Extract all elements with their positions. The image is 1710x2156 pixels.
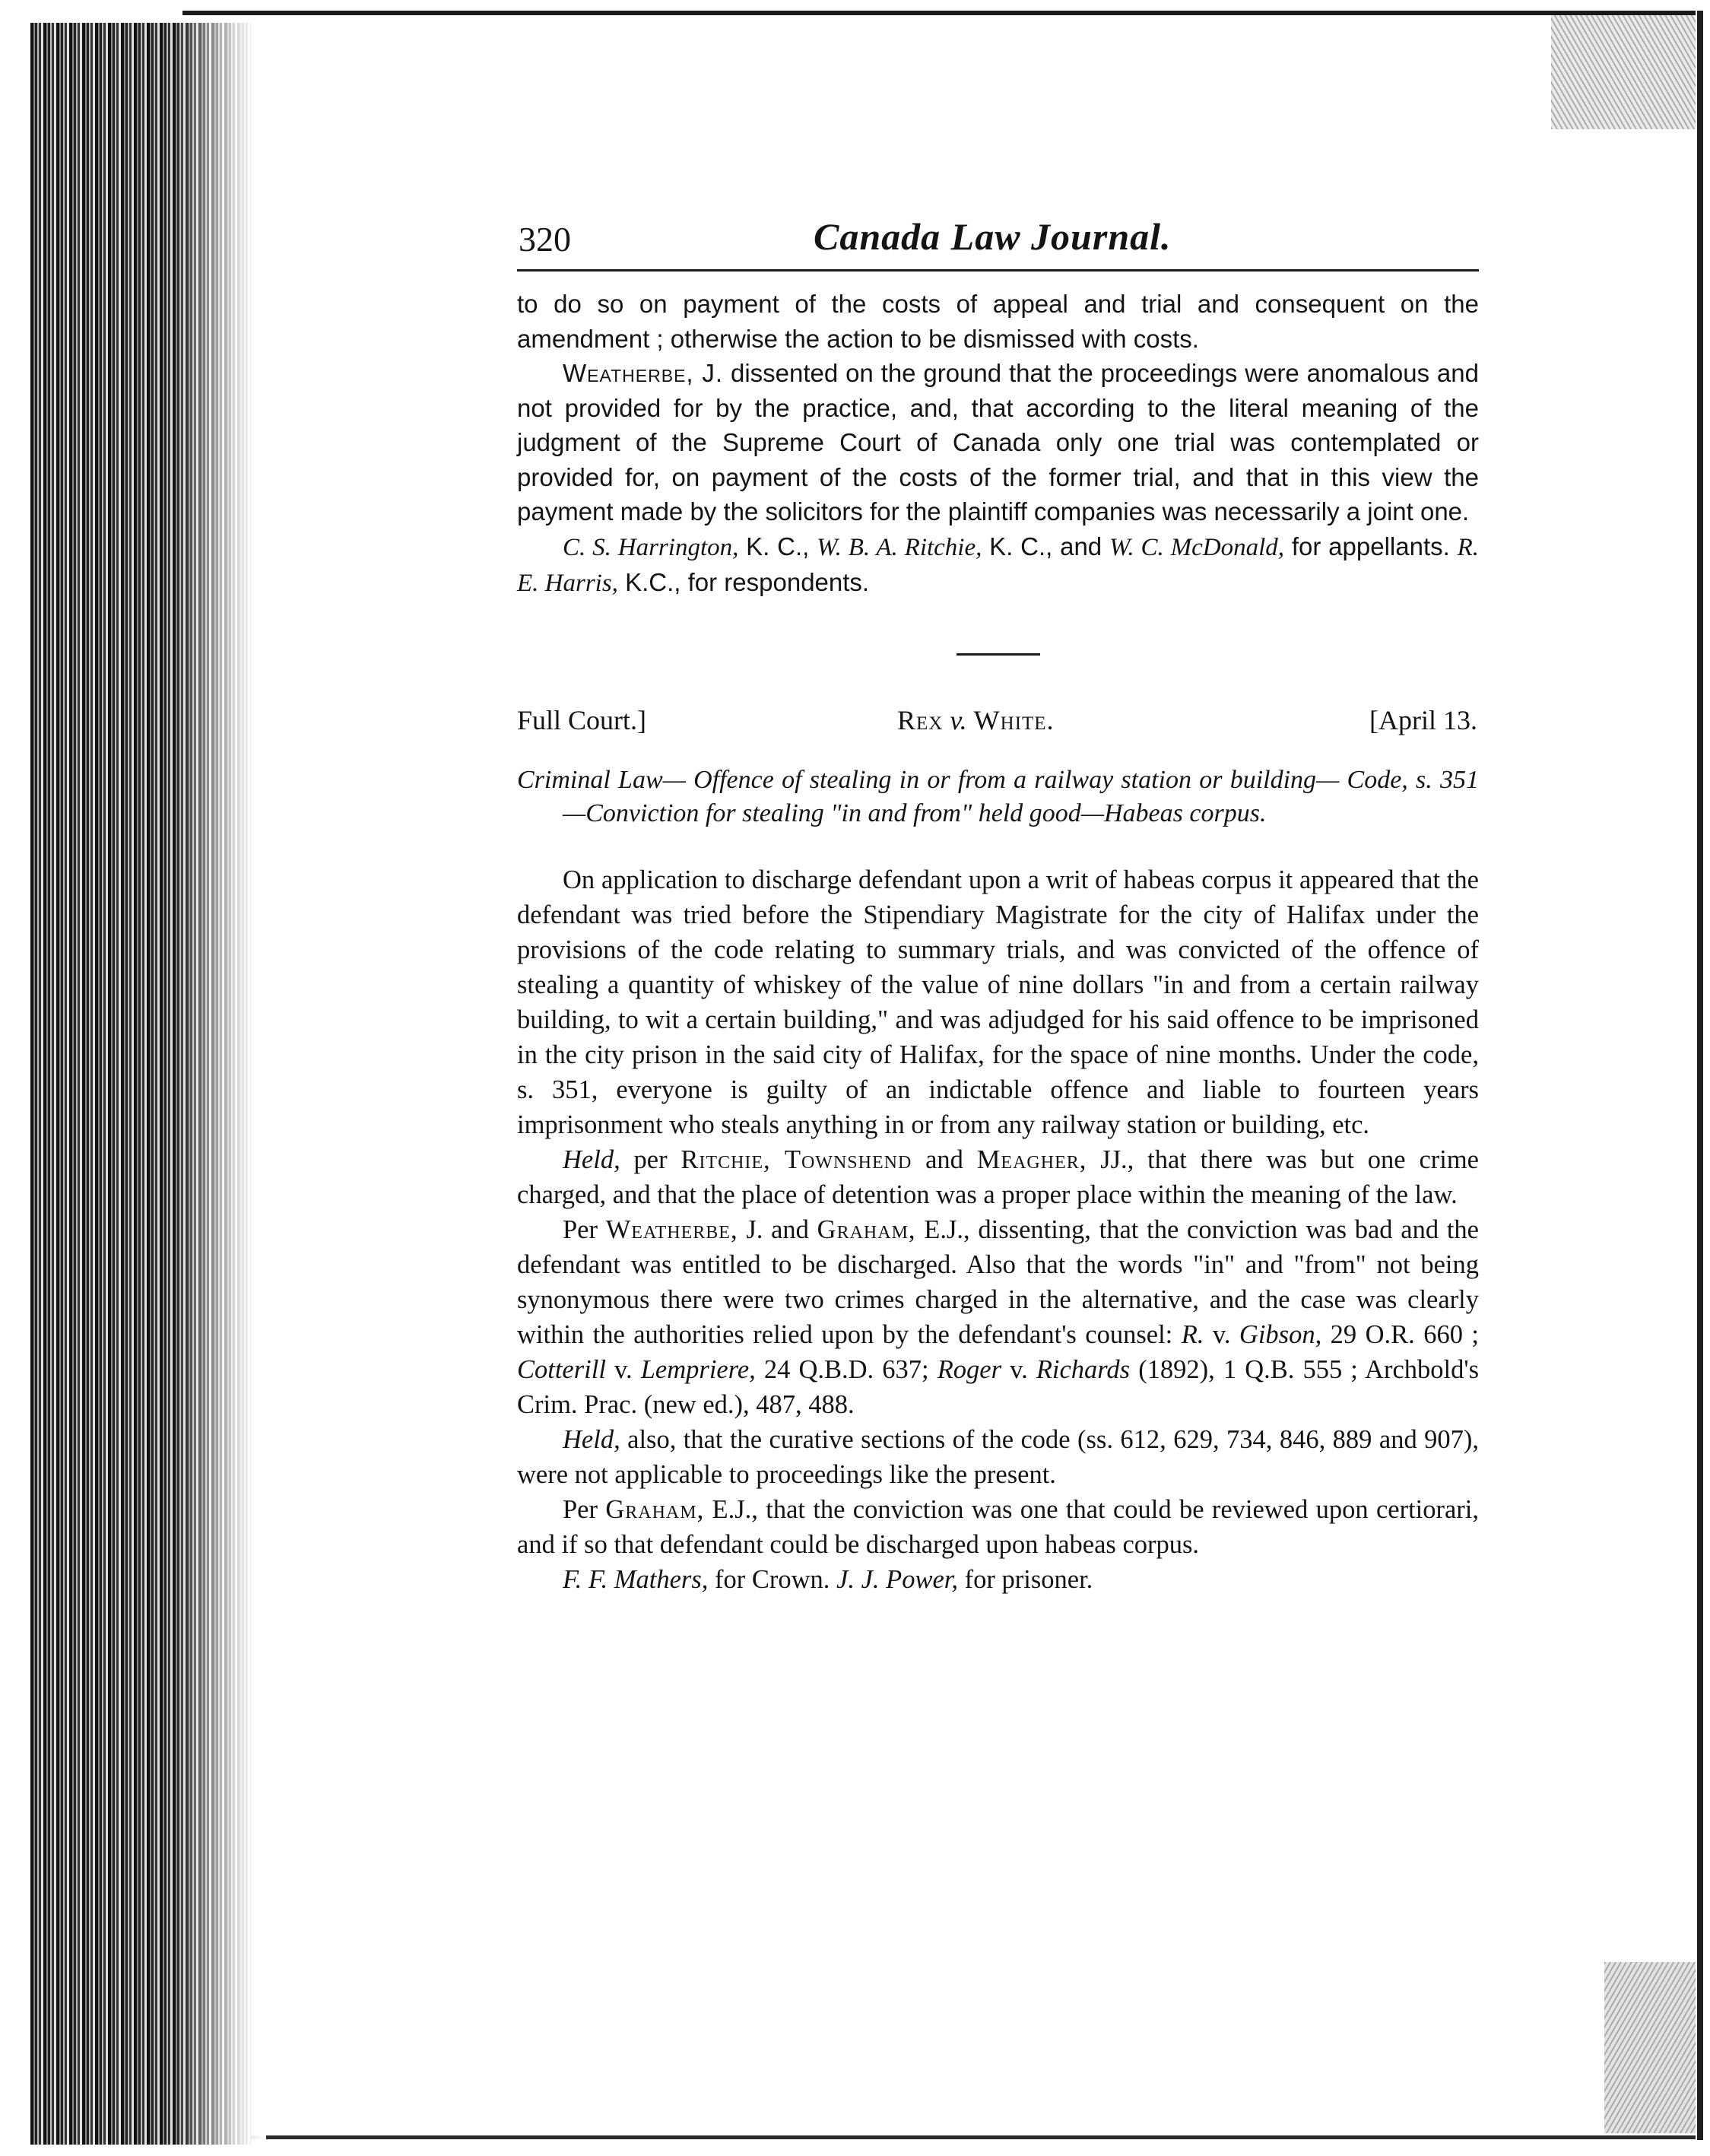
case-header bbox=[517, 704, 1479, 744]
paragraph-facts: On application to discharge defendant upon a writ of habeas corpus it appeared that the defendant was tried before the Stipendiary Magistrate for the city of Halifax under the provisions of the code relating to summary trials, and was convicted of the offence of stealing a quantity of whiskey of the value of nine dollars "in and from a certain railway building, to wit a certain building," and was adjudged for his said offence to be imprisoned in the city prison in the said city of Halifax, for the space of nine months. Under the code, s. 351, everyone is guilty of an indictable offence and liable to fourteen years imprisonment who steals anything in or from any railway station or building, etc. bbox=[517, 865, 1479, 1139]
paragraph-held-majority bbox=[517, 1142, 1479, 1212]
citation-ref-2: 24 Q.B.D. 637; bbox=[755, 1354, 937, 1384]
counsel-mathers: F. F. Mathers, bbox=[563, 1564, 709, 1594]
previous-case-conclusion bbox=[517, 287, 1479, 602]
judge-meagher: Meagher, bbox=[976, 1145, 1087, 1174]
running-head bbox=[517, 214, 1479, 268]
judge-weatherbe: Weatherbe, J. bbox=[563, 359, 724, 387]
per-label: Per bbox=[563, 1215, 606, 1244]
document-page bbox=[517, 214, 1479, 1597]
held-majority-text: JJ., that there was but one crime charged, and that the place of detention was a proper place within the meaning of the law. bbox=[517, 1145, 1479, 1209]
counsel-ritchie: W. B. A. Ritchie, bbox=[817, 533, 982, 561]
judge-weatherbe-2: Weatherbe, bbox=[605, 1215, 738, 1244]
page-corner-top-right bbox=[1551, 15, 1696, 129]
citation-r: R. bbox=[1181, 1319, 1204, 1349]
citation-v-3: v. bbox=[1001, 1354, 1036, 1384]
paragraph-dissent bbox=[517, 356, 1479, 529]
counsel-text-1: K. C., bbox=[738, 532, 817, 560]
header-rule bbox=[517, 269, 1479, 271]
scan-edge-bottom bbox=[251, 2135, 1696, 2139]
paragraph-dissenting bbox=[517, 1212, 1479, 1422]
judge-graham-2: Graham, bbox=[605, 1494, 705, 1524]
citation-ref-3: (1892), 1 Q.B. 555 ; Archbold's Crim. Prac. (new ed.), 487, 488. bbox=[517, 1354, 1479, 1419]
dissent-and: J. and bbox=[738, 1215, 817, 1244]
counsel-text-3: for appellants. bbox=[1284, 532, 1458, 560]
counsel-prisoner: for prisoner. bbox=[958, 1564, 1093, 1594]
headnote: Criminal Law— Offence of stealing in or from a railway station or building— Code, s. 351—Conviction for stealing "in and from" held good—Habeas corpus. bbox=[517, 765, 1479, 827]
journal-title: Canada Law Journal. bbox=[814, 215, 1172, 258]
per-label-2: Per bbox=[563, 1494, 606, 1524]
case-body bbox=[517, 862, 1479, 1597]
case-court: Full Court.] bbox=[517, 704, 647, 735]
counsel-text-4: K.C., for respondents. bbox=[617, 568, 870, 596]
curative-text: also, that the curative sections of the code (ss. 612, 629, 734, 846, 889 and 907), were not applicable to proceedings like the present. bbox=[517, 1424, 1479, 1489]
citation-cotterill: Cotterill bbox=[517, 1354, 606, 1384]
held-per: per bbox=[620, 1145, 681, 1174]
judge-graham: Graham, bbox=[817, 1215, 916, 1244]
counsel-harrington: C. S. Harrington, bbox=[563, 533, 739, 561]
case-name-white: White. bbox=[973, 704, 1055, 735]
paragraph-curative bbox=[517, 1422, 1479, 1492]
counsel-mcdonald: W. C. McDonald, bbox=[1109, 533, 1285, 561]
citation-ref-1: 29 O.R. 660 ; bbox=[1321, 1319, 1479, 1349]
binding-fade bbox=[175, 23, 266, 2145]
counsel-text-2: K. C., and bbox=[982, 532, 1109, 560]
page-corner-bottom-right bbox=[1604, 1962, 1696, 2133]
paragraph-counsel-2 bbox=[517, 1562, 1479, 1597]
counsel-crown: for Crown. bbox=[708, 1564, 837, 1594]
paragraph-certiorari bbox=[517, 1492, 1479, 1562]
dissent-text: dissented on the ground that the proceedings were anomalous and not provided for by the practice, and, that according to the literal meaning of the judgment of the Supreme Court of Canada only one trial was contemplated or provided for, on payment of the costs of the former trial, and that in this view the payment made by the solicitors for the plaintiff companies was necessarily a joint one. bbox=[517, 359, 1479, 526]
citation-v-2: v. bbox=[605, 1354, 641, 1384]
page-number: 320 bbox=[519, 220, 571, 259]
citation-gibson: Gibson, bbox=[1239, 1319, 1322, 1349]
case-name-versus: v. bbox=[943, 704, 974, 735]
held-label: Held, bbox=[563, 1145, 620, 1174]
scan-edge-right bbox=[1697, 11, 1703, 2140]
citation-roger: Roger bbox=[937, 1354, 1002, 1384]
paragraph-counsel bbox=[517, 529, 1479, 602]
counsel-power: J. J. Power, bbox=[836, 1564, 959, 1594]
case-name bbox=[897, 704, 1055, 736]
citation-v-1: v. bbox=[1204, 1319, 1239, 1349]
dissent-text-2: E.J., dissenting, that the conviction was bad and the defendant was entitled to be discharged. Also that the words "in" and "from" not being synonymous there were two crimes charged in the alternative, and the case was clearly within the authorities relied upon by the defendant's counsel: bbox=[517, 1215, 1479, 1349]
held-and: and bbox=[912, 1145, 977, 1174]
scan-edge-top bbox=[182, 11, 1696, 15]
citation-richards: Richards bbox=[1036, 1354, 1131, 1384]
citation-lempriere: Lempriere, bbox=[640, 1354, 756, 1384]
section-separator bbox=[957, 653, 1040, 656]
case-name-rex: Rex bbox=[897, 704, 944, 735]
counsel-harris: R. E. Harris, bbox=[517, 533, 1479, 597]
certiorari-text: E.J., that the conviction was one that could be reviewed upon certiorari, and if so that defendant could be discharged upon habeas corpus. bbox=[517, 1494, 1479, 1559]
judges-ritchie-townshend: Ritchie, Townshend bbox=[681, 1145, 912, 1174]
paragraph-costs: to do so on payment of the costs of appeal and trial and consequent on the amendment ; otherwise the action to be dismissed with costs. bbox=[517, 290, 1479, 353]
held-label-2: Held, bbox=[563, 1424, 620, 1454]
case-date: [April 13. bbox=[1369, 704, 1477, 735]
